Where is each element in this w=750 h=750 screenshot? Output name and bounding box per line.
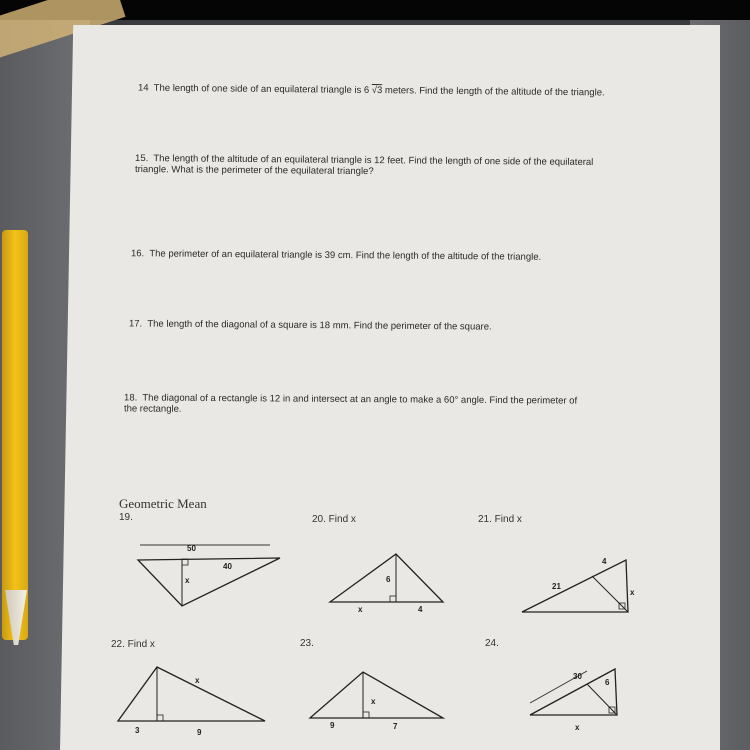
figure-22-left-label: 3 (135, 726, 140, 735)
question-18-text-1: The diagonal of a rectangle is 12 in and intersect at an angle to make a 60° angle. Find the perimeter of (142, 392, 578, 407)
question-15-text-1: The length of the altitude of an equilateral triangle is 12 feet. Find the length of one side of the equilateral (153, 153, 594, 168)
figure-21-side-label: x (630, 588, 635, 597)
figure-20-left-label: x (358, 605, 363, 614)
figure-21-triangle (522, 560, 628, 612)
figure-23-triangle (310, 672, 443, 718)
figure-23-right-angle (363, 712, 369, 718)
question-15 (135, 154, 593, 180)
figure-19-right-label: 40 (223, 562, 232, 571)
question-15-number: 15. (135, 153, 149, 165)
question-18 (124, 393, 577, 418)
figure-19 (135, 538, 285, 613)
figure-22-triangle (118, 667, 265, 721)
problem-24-label: 24. (485, 638, 499, 649)
problem-21-label: 21. Find x (478, 514, 522, 525)
figure-21-top-label: 4 (602, 557, 607, 566)
question-15-line-2: triangle. What is the perimeter of the equilateral triangle? (134, 163, 374, 178)
problem-20-label: 20. Find x (312, 514, 356, 525)
figure-20-alt-label: 6 (386, 575, 391, 584)
figure-23-right-label: 7 (393, 722, 398, 731)
question-18-line-2: the rectangle. (123, 403, 182, 415)
problem-22-label: 22. Find x (111, 639, 155, 650)
section-title: Geometric Mean (119, 496, 207, 511)
figure-24 (525, 663, 630, 733)
question-14-text-post: meters. Find the length of the altitude of the triangle. (384, 85, 605, 99)
question-16-number: 16. (130, 248, 145, 260)
figure-20-right-label: 4 (418, 605, 423, 614)
figure-23-left-label: 9 (330, 721, 335, 730)
figure-24-bottom-label: x (575, 723, 580, 732)
figure-24-top-label: 30 (573, 672, 582, 681)
worksheet-paper (60, 25, 720, 750)
figure-24-right-label: 6 (605, 678, 610, 687)
figure-19-top-label: 50 (187, 544, 196, 553)
figure-23 (308, 668, 448, 733)
figure-21-hyp-label: 21 (552, 582, 561, 591)
figure-22 (115, 663, 270, 738)
figure-19-triangle (138, 558, 280, 606)
problem-23-label: 23. (300, 638, 314, 649)
question-14-radical: √3 (371, 85, 383, 97)
figure-22-right-angle (157, 715, 163, 721)
figure-23-alt-label: x (371, 697, 376, 706)
question-14-number: 14 (137, 82, 149, 94)
figure-20-right-angle (390, 596, 396, 602)
figure-21 (520, 552, 640, 617)
figure-19-alt-label: x (185, 576, 190, 585)
question-17-text: The length of the diagonal of a square is 18 mm. Find the perimeter of the square. (147, 318, 492, 333)
question-14-text-pre: The length of one side of an equilateral triangle is 6 (153, 82, 370, 96)
figure-20 (328, 550, 453, 615)
figure-24-altitude (587, 684, 617, 715)
figure-22-right-label: 9 (197, 728, 202, 737)
problem-19-label: 19. (119, 512, 133, 523)
question-18-number: 18. (124, 392, 138, 404)
figure-21-altitude (592, 576, 628, 612)
question-16-text: The perimeter of an equilateral triangle is 39 cm. Find the length of the altitude of the triangle. (149, 248, 542, 263)
pencil (2, 230, 28, 640)
question-17-number: 17. (128, 318, 143, 330)
figure-22-side-label: x (195, 676, 200, 685)
